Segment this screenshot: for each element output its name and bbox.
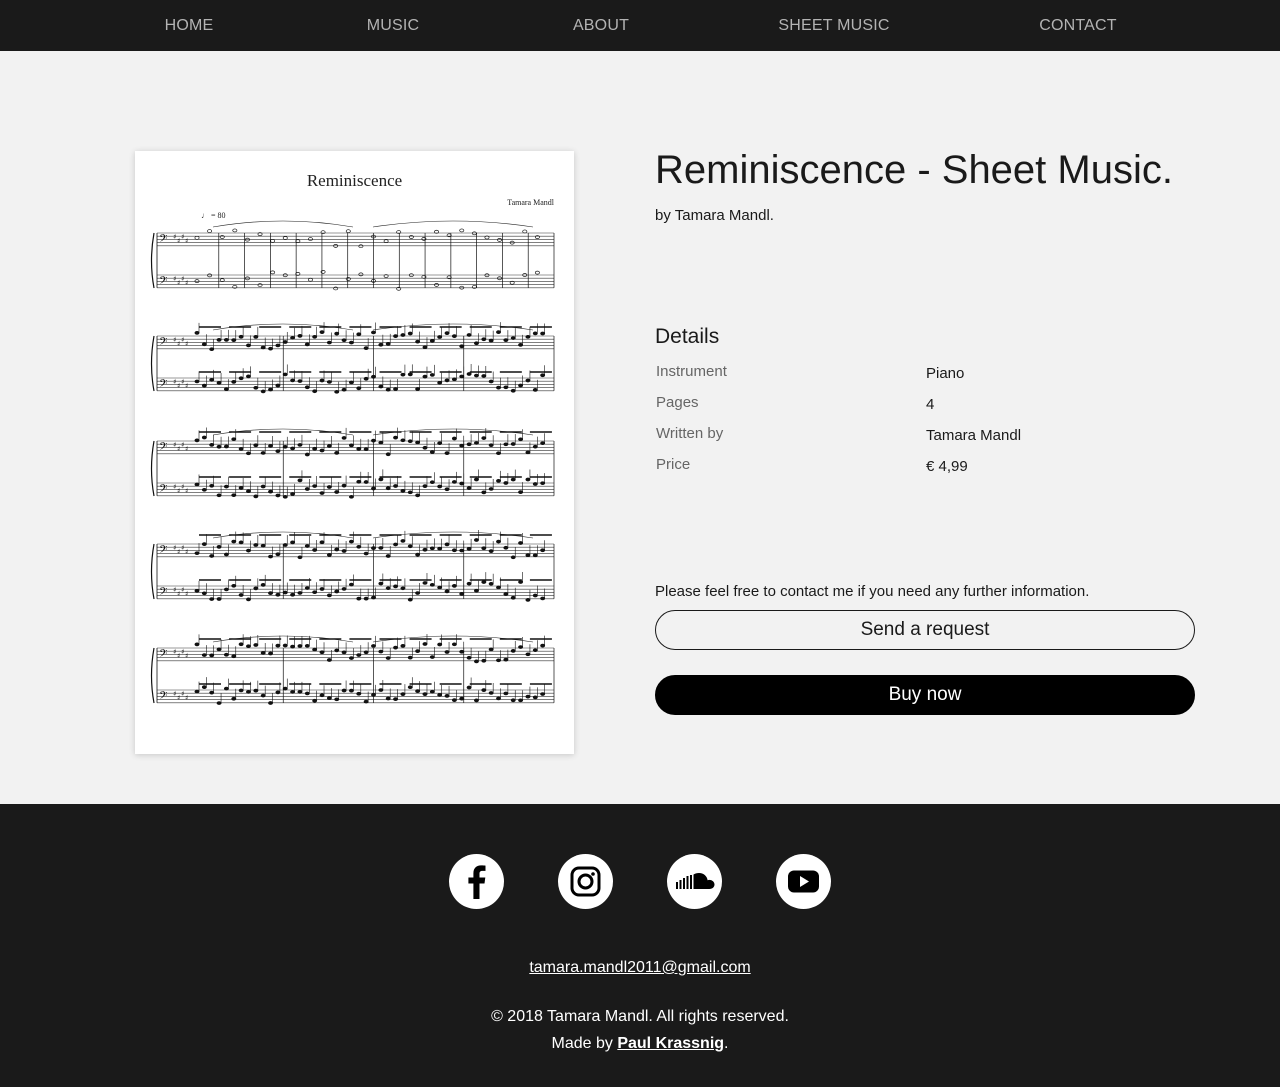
svg-text:♯: ♯ (181, 441, 185, 449)
youtube-link[interactable] (776, 854, 831, 909)
svg-text:𝄢: 𝄢 (159, 441, 168, 456)
svg-text:♯: ♯ (185, 548, 189, 556)
svg-text:♯: ♯ (181, 690, 185, 698)
soundcloud-link[interactable] (667, 854, 722, 909)
svg-text:♯: ♯ (177, 548, 181, 556)
svg-text:♯: ♯ (185, 487, 189, 495)
detail-label-price: Price (656, 456, 691, 473)
svg-text:𝄢: 𝄢 (159, 336, 168, 351)
svg-text:𝄢: 𝄢 (159, 483, 168, 498)
nav-sheet-music[interactable]: SHEET MUSIC (778, 17, 890, 34)
svg-text:♯: ♯ (173, 586, 177, 594)
svg-text:♯: ♯ (181, 378, 185, 386)
product-byline: by Tamara Mandl. (655, 207, 774, 224)
instagram-icon (558, 854, 613, 909)
svg-text:♯: ♯ (185, 694, 189, 702)
svg-text:♯: ♯ (185, 382, 189, 390)
buy-now-button[interactable]: Buy now (655, 675, 1195, 715)
youtube-icon (776, 854, 831, 909)
svg-text:♯: ♯ (185, 340, 189, 348)
svg-text:♯: ♯ (177, 694, 181, 702)
email-link[interactable]: tamara.mandl2011@gmail.com (529, 959, 751, 976)
svg-text:♯: ♯ (181, 275, 185, 283)
contact-note: Please feel free to contact me if you need any further information. (655, 583, 1090, 600)
svg-text:♯: ♯ (185, 279, 189, 287)
soundcloud-icon (667, 854, 722, 909)
facebook-icon (449, 854, 504, 909)
svg-text:𝄢: 𝄢 (159, 275, 168, 290)
made-by-text (0, 1035, 1280, 1053)
sheet-music-preview (135, 151, 574, 754)
made-by-prefix: Made by (551, 1035, 618, 1052)
svg-text:♯: ♯ (177, 279, 181, 287)
product-title: Reminiscence - Sheet Music. (655, 148, 1173, 192)
svg-text:♯: ♯ (181, 586, 185, 594)
svg-text:♯: ♯ (173, 336, 177, 344)
svg-text:𝄢: 𝄢 (159, 690, 168, 705)
nav-about[interactable]: ABOUT (572, 17, 630, 34)
footer (0, 804, 1280, 1087)
svg-text:♯: ♯ (181, 336, 185, 344)
svg-text:♯: ♯ (173, 483, 177, 491)
svg-text:♯: ♯ (177, 237, 181, 245)
svg-text:♯: ♯ (185, 652, 189, 660)
svg-text:♯: ♯ (181, 544, 185, 552)
facebook-link[interactable] (449, 854, 504, 909)
svg-text:♯: ♯ (185, 237, 189, 245)
detail-label-written-by: Written by (656, 425, 724, 442)
made-by-suffix: . (724, 1035, 729, 1052)
svg-text:𝄢: 𝄢 (159, 378, 168, 393)
nav-music[interactable]: MUSIC (366, 17, 420, 34)
detail-value-instrument: Piano (926, 365, 965, 382)
svg-text:♯: ♯ (185, 590, 189, 598)
footer-email (0, 959, 1280, 977)
details-heading: Details (655, 325, 720, 348)
svg-text:♯: ♯ (177, 340, 181, 348)
nav-home[interactable]: HOME (164, 17, 214, 34)
svg-text:𝄢: 𝄢 (159, 233, 168, 248)
svg-text:♯: ♯ (181, 648, 185, 656)
top-nav (0, 0, 1280, 51)
svg-text:♯: ♯ (173, 275, 177, 283)
svg-text:♯: ♯ (173, 378, 177, 386)
svg-text:♯: ♯ (177, 382, 181, 390)
svg-text:♯: ♯ (177, 652, 181, 660)
svg-text:♯: ♯ (173, 441, 177, 449)
svg-text:𝄢: 𝄢 (159, 544, 168, 559)
sheet-composer: Tamara Mandl (507, 198, 554, 207)
sheet-title: Reminiscence (306, 171, 403, 190)
send-request-button[interactable]: Send a request (655, 610, 1195, 650)
svg-text:♯: ♯ (173, 648, 177, 656)
svg-text:♯: ♯ (173, 544, 177, 552)
svg-text:𝄢: 𝄢 (159, 586, 168, 601)
detail-label-pages: Pages (656, 394, 699, 411)
svg-text:♯: ♯ (177, 590, 181, 598)
svg-text:♯: ♯ (173, 690, 177, 698)
detail-label-instrument: Instrument (656, 363, 727, 380)
nav-contact[interactable]: CONTACT (1039, 17, 1117, 34)
made-by-link[interactable]: Paul Krassnig (617, 1035, 725, 1052)
music-staves-graphic (135, 151, 574, 754)
detail-value-price: € 4,99 (926, 458, 968, 475)
svg-text:♯: ♯ (177, 487, 181, 495)
svg-text:♯: ♯ (177, 445, 181, 453)
svg-text:♯: ♯ (185, 445, 189, 453)
sheet-tempo: ♩ = 80 (201, 211, 226, 220)
svg-text:♯: ♯ (181, 483, 185, 491)
detail-value-written-by: Tamara Mandl (926, 427, 1022, 444)
copyright-text: © 2018 Tamara Mandl. All rights reserved. (491, 1008, 789, 1025)
detail-value-pages: 4 (926, 396, 935, 413)
svg-text:♯: ♯ (181, 233, 185, 241)
svg-text:♯: ♯ (173, 233, 177, 241)
instagram-link[interactable] (558, 854, 613, 909)
svg-text:𝄢: 𝄢 (159, 648, 168, 663)
